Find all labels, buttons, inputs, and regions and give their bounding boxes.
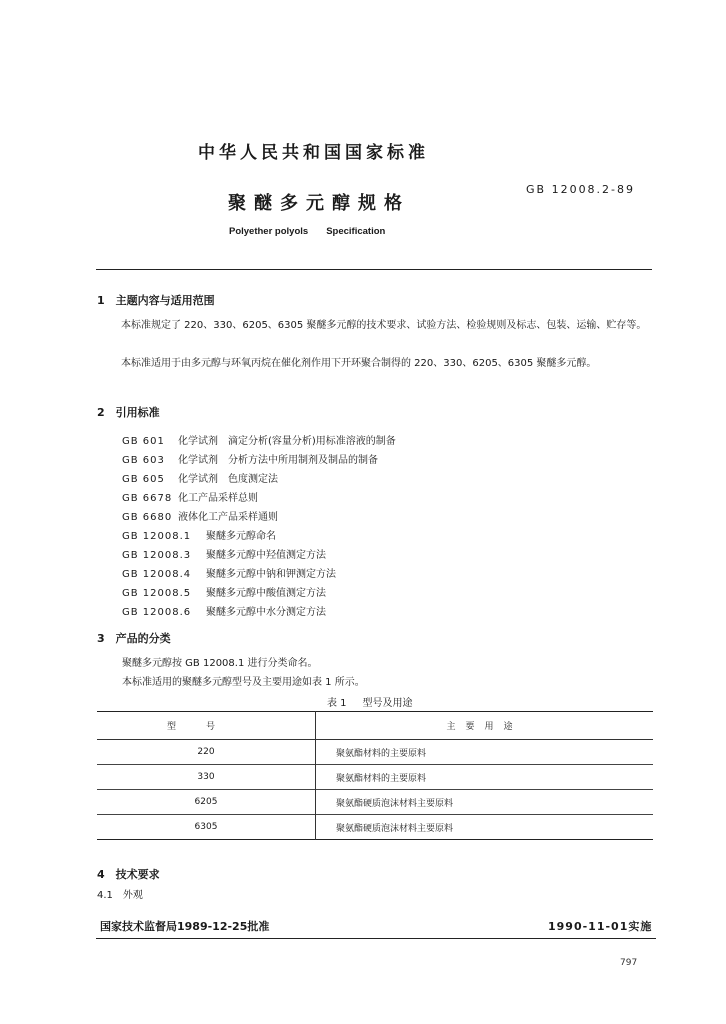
- section-1-paragraph-2: 本标准适用于由多元醇与环氧丙烷在催化剂作用下开环聚合制得的 220、330、6205、6305 聚醚多元醇。: [121, 358, 597, 369]
- table-header-usage: 主要用途: [446, 722, 523, 732]
- reference-code: GB 6680: [122, 512, 173, 523]
- footer-rule: [96, 938, 656, 939]
- document-title: 聚醚多元醇规格: [228, 193, 410, 214]
- table-header-row: [97, 712, 653, 740]
- table-cell-model: 330: [97, 765, 316, 790]
- reference-name: 液体化工产品采样通则: [178, 512, 278, 523]
- reference-code: GB 12008.1: [122, 531, 192, 542]
- effective-date: 1990-11-01实施: [548, 920, 653, 933]
- table-row: [97, 815, 653, 840]
- table-row: [97, 740, 653, 765]
- approval-date: 国家技术监督局1989-12-25批准: [100, 920, 270, 933]
- reference-item: [122, 546, 326, 561]
- reference-item: [122, 451, 378, 466]
- national-standard-heading: 中华人民共和国国家标准: [198, 143, 429, 163]
- section-3-paragraph-2: 本标准适用的聚醚多元醇型号及主要用途如表 1 所示。: [122, 677, 365, 688]
- reference-name: 化工产品采样总则: [178, 493, 258, 504]
- table-cell-usage: 聚氨酯材料的主要原料: [336, 748, 427, 759]
- reference-item: [122, 527, 276, 542]
- standard-number: GB 12008.2-89: [526, 183, 636, 196]
- section-1-heading: 1 主题内容与适用范围: [97, 294, 215, 307]
- table-row: [97, 765, 653, 790]
- table-cell-usage: 聚氨酯硬质泡沫材料主要原料: [336, 823, 454, 834]
- header-rule: [96, 269, 652, 270]
- reference-code: GB 605: [122, 474, 165, 485]
- table-cell-model: 6305: [97, 815, 316, 840]
- reference-name: 聚醚多元醇中水分测定方法: [206, 607, 326, 618]
- reference-item: [122, 489, 258, 504]
- model-usage-table: [97, 711, 653, 840]
- reference-code: GB 12008.6: [122, 607, 192, 618]
- reference-item: [122, 508, 278, 523]
- reference-name: 化学试剂 滴定分析(容量分析)用标准溶液的制备: [178, 436, 396, 447]
- section-1-paragraph-1: 本标准规定了 220、330、6205、6305 聚醚多元醇的技术要求、试验方法、检验规则及标志、包装、运输、贮存等。: [121, 320, 647, 331]
- section-3-heading: 3 产品的分类: [97, 632, 171, 645]
- table-cell-usage: 聚氨酯材料的主要原料: [336, 773, 427, 784]
- section-2-heading: 2 引用标准: [97, 406, 160, 419]
- reference-name: 聚醚多元醇中羟值测定方法: [206, 550, 326, 561]
- table-cell-usage: 聚氨酯硬质泡沫材料主要原料: [336, 798, 454, 809]
- reference-code: GB 12008.3: [122, 550, 192, 561]
- english-title-part1: Polyether polyols: [229, 226, 309, 237]
- table-cell-model: 6205: [97, 790, 316, 815]
- section-4-heading: 4 技术要求: [97, 868, 160, 881]
- reference-code: GB 12008.4: [122, 569, 192, 580]
- reference-item: [122, 584, 326, 599]
- table-cell-model: 220: [97, 740, 316, 765]
- english-title-part2: Specification: [326, 226, 386, 237]
- reference-code: GB 12008.5: [122, 588, 192, 599]
- english-title: [229, 226, 385, 237]
- reference-code: GB 601: [122, 436, 165, 447]
- reference-code: GB 6678: [122, 493, 173, 504]
- section-4-1-heading: 4.1 外观: [97, 890, 143, 901]
- reference-name: 聚醚多元醇命名: [206, 531, 276, 542]
- table-row: [97, 790, 653, 815]
- reference-name: 聚醚多元醇中酸值测定方法: [206, 588, 326, 599]
- reference-item: [122, 432, 396, 447]
- page-number: 797: [620, 958, 638, 968]
- reference-item: [122, 470, 278, 485]
- reference-item: [122, 565, 336, 580]
- reference-code: GB 603: [122, 455, 165, 466]
- reference-name: 聚醚多元醇中钠和钾测定方法: [206, 569, 336, 580]
- table-label: 表 1: [327, 698, 347, 709]
- reference-name: 化学试剂 色度测定法: [178, 474, 278, 485]
- table-caption: [327, 694, 413, 709]
- table-title: 型号及用途: [362, 698, 413, 709]
- section-3-paragraph-1: 聚醚多元醇按 GB 12008.1 进行分类命名。: [122, 658, 318, 669]
- reference-item: [122, 603, 326, 618]
- reference-name: 化学试剂 分析方法中所用制剂及制品的制备: [178, 455, 378, 466]
- table-header-model: 型号: [97, 712, 316, 740]
